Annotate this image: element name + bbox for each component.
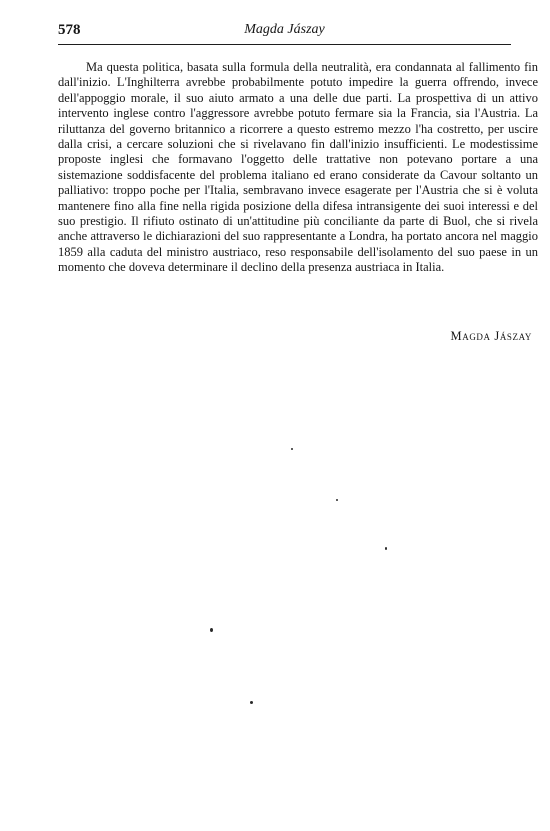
scan-speck bbox=[291, 448, 293, 450]
header-rule bbox=[58, 44, 511, 45]
scan-speck bbox=[250, 701, 253, 704]
scan-speck bbox=[385, 547, 387, 550]
scan-speck bbox=[336, 499, 338, 501]
running-head: Magda Jászay bbox=[244, 22, 325, 37]
scan-speck bbox=[210, 628, 213, 632]
page-header bbox=[58, 20, 511, 40]
page-number: 578 bbox=[58, 22, 81, 38]
article-paragraph: Ma questa politica, basata sulla formula della neutralità, era condannata al fallimento fin dall'inizio. L'Inghilterra avrebbe probabilmente potuto impedire la guerra offrendo, invece dell'appoggio morale, il suo aiuto armato a una delle due parti. La prospettiva di un attivo intervento inglese contro l'aggressore avrebbe potuto fermare sia la Francia, sia l'Austria. La riluttanza del governo britannico a ricorrere a questo estremo mezzo l'ha costretto, per uscire dalla crisi, a cercare soluzioni che si rivelavano fin dall'inizio insufficienti. Le modestissime proposte inglesi che formavano l'oggetto delle trattative non potevano portare a una sistemazione soddisfacente del problema italiano ed erano considerate da Cavour soltanto un palliativo: troppo poche per l'Italia, sembravano invece esagerate per l'Austria che si è voluta mantenere fino alla fine nella rigida posizione della difesa intransigente dei suoi interessi e del suo prestigio. Il rifiuto ostinato di un'attitudine più conciliante da parte di Buol, che si rivela anche attraverso le dichiarazioni del suo rappresentante a Londra, ha portato ancora nel maggio 1859 alla caduta del ministro austriaco, reso responsabile dell'isolamento del suo paese in un momento che doveva determinare il declino della presenza austriaca in Italia. bbox=[58, 60, 538, 275]
author-signature: Magda Jászay bbox=[450, 329, 532, 343]
